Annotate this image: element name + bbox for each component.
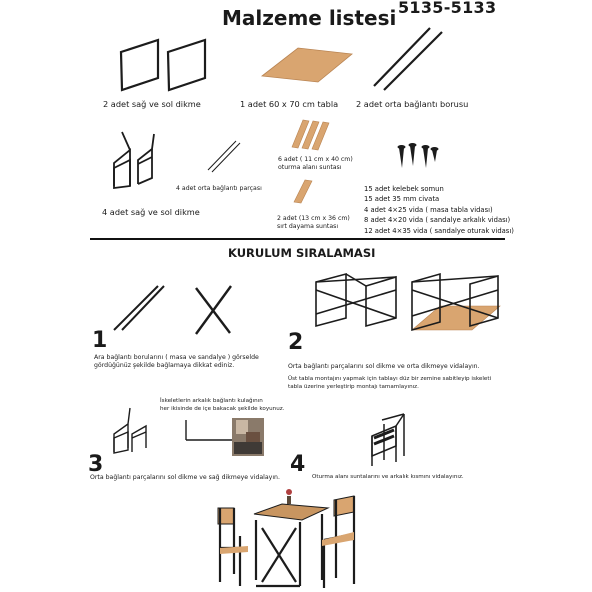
product-code: 5135-5133: [398, 0, 497, 17]
hardware-list: [364, 184, 514, 236]
seat-boards-illustration: [292, 120, 329, 150]
label-connector-piece: 4 adet orta bağlantı parçası: [176, 185, 262, 192]
step-1-text-2: gördüğünüz şekilde bağlamaya dikkat ediniz.: [94, 362, 235, 369]
final-product-illustration: [218, 489, 354, 588]
page-title: Malzeme listesi: [222, 6, 397, 30]
label-seat-boards-1: 6 adet ( 11 cm x 40 cm): [278, 156, 353, 163]
step-2-number: 2: [288, 330, 304, 355]
step2-assembled-illustration: [412, 274, 500, 330]
hardware-illustration: [398, 143, 439, 168]
label-side-legs: 2 adet sağ ve sol dikme: [103, 99, 201, 109]
chair-frame-illustration: [114, 132, 154, 188]
section-divider: [90, 238, 505, 240]
label-back-boards-1: 2 adet (13 cm x 36 cm): [277, 215, 350, 222]
label-table-top: 1 adet 60 x 70 cm tabla: [240, 99, 339, 109]
hardware-item: 15 adet 35 mm civata: [364, 195, 440, 204]
step-1-text-1: Ara bağlantı borularını ( masa ve sandalye ) görselde: [94, 354, 259, 361]
step-4-number: 4: [290, 452, 306, 477]
step-2-note-1: Üst tabla montajını yapmak için tablayı düz bir zemine sabitleyip iskeleti: [288, 376, 492, 382]
assembly-title: KURULUM SIRALAMASI: [228, 246, 376, 260]
table-top-illustration: [262, 48, 352, 82]
step1-illustration: [114, 286, 231, 334]
back-board-illustration: [294, 180, 312, 203]
label-seat-boards-2: oturma alanı suntası: [278, 164, 342, 171]
label-back-boards-2: sırt dayama suntası: [277, 223, 339, 230]
step4-illustration: [372, 414, 404, 466]
step-2-note-2: tabla üzerine yerleştirip montajı tamamlayınız.: [288, 384, 419, 390]
step-2-text: Orta bağlantı parçalarını sol dikme ve orta dikmeye vidalayın.: [288, 363, 480, 370]
hardware-item: 8 adet 4×20 vida ( sandalye arkalık vidası): [364, 216, 511, 225]
step-3-text: Orta bağlantı parçalarını sol dikme ve sağ dikmeye vidalayın.: [90, 474, 280, 481]
step3-photo: [232, 418, 264, 456]
step-3-note-1: İskeletlerin arkalık bağlantı kulağının: [160, 398, 263, 404]
step-3-number: 3: [88, 452, 104, 477]
side-frame-illustration: [121, 40, 205, 90]
hardware-item: 12 adet 4×35 vida ( sandalye oturak vidası): [364, 226, 514, 235]
middle-pipe-illustration: [374, 28, 442, 90]
label-chair-legs: 4 adet sağ ve sol dikme: [102, 207, 200, 217]
hardware-item: 4 adet 4×25 vida ( masa tabla vidası): [364, 205, 493, 214]
connector-piece-illustration: [208, 141, 240, 172]
step-3-note-2: her ikisinde de içe bakacak şekilde koyunuz.: [160, 406, 285, 412]
step-4-text: Oturma alanı suntalarını ve arkalık kısmını vidalayınız.: [312, 474, 464, 480]
step3-illustration: [114, 408, 240, 453]
hardware-item: 15 adet kelebek somun: [364, 185, 444, 193]
step2-frame-illustration: [316, 274, 396, 326]
label-middle-pipe: 2 adet orta bağlantı borusu: [356, 99, 469, 109]
step-1-number: 1: [92, 328, 108, 353]
